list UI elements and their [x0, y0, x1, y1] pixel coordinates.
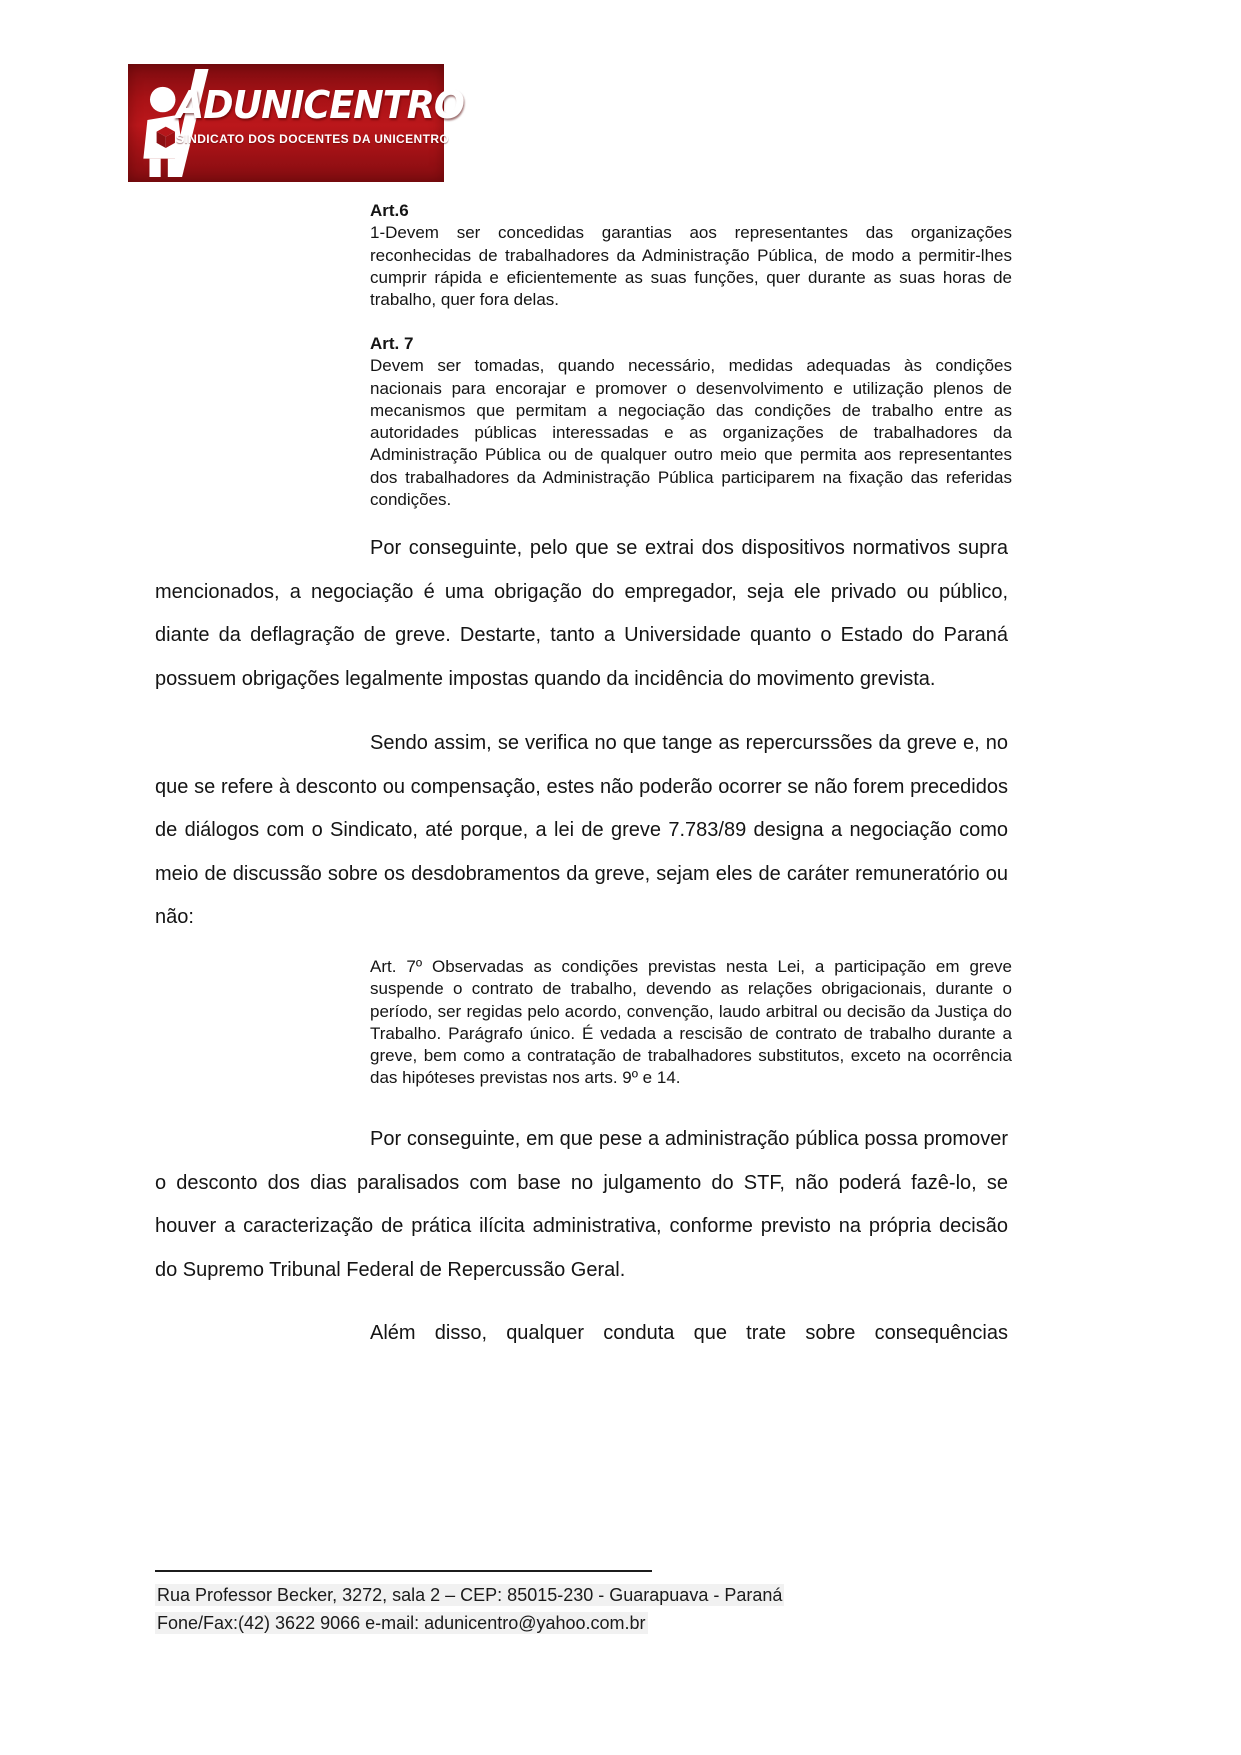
logo-title: ADUNICENTRO: [176, 83, 464, 127]
paragraph-por-conseguinte-2: Por conseguinte, em que pese a administração pública possa promover o desconto dos dias paralisados com base no julgamento do STF, não poderá fazê-lo, se houver a caracterização de prática ilícita administrativa, conforme previsto na própria decisão do Supremo Tribunal Federal de Repercussão Geral.: [155, 1128, 1008, 1281]
adunicentro-logo: [128, 64, 464, 182]
paragraph-sendo-assim: Sendo assim, se verifica no que tange as repercurssões da greve e, no que se refere à desconto ou compensação, estes não poderão ocorrer se não forem precedidos de diálogos com o Sindicato, até porque, a lei de greve 7.783/89 designa a negociação como meio de discussão sobre os desdobramentos da greve, sejam eles de caráter remuneratório ou não:: [155, 732, 1008, 929]
quote-block-art7: [370, 333, 1012, 511]
quote-body-art6: 1-Devem ser concedidas garantias aos representantes das organizações reconhecidas de trabalhadores da Administração Pública, de modo a permitir-lhes cumprir rápida e eficientemente as suas funções, quer durante as suas horas de trabalho, quer fora delas.: [370, 223, 1012, 310]
quote-body-art7-lei-greve: Art. 7º Observadas as condições previstas nesta Lei, a participação em greve suspende o contrato de trabalho, devendo as relações obrigacionais, durante o período, ser regidas pelo acordo, convenção, laudo arbitral ou decisão da Justiça do Trabalho. Parágrafo único. É vedada a rescisão de contrato de trabalho durante a greve, bem como a contratação de trabalhadores substitutos, exceto na ocorrência das hipóteses previstas nos arts. 9º e 14.: [370, 957, 1012, 1088]
quote-heading-art6: Art.6: [370, 201, 409, 220]
logo-subtitle: SINDICATO DOS DOCENTES DA UNICENTRO: [176, 131, 450, 146]
page-footer: [155, 1570, 1015, 1637]
quote-block-art7-lei-greve: [370, 956, 1012, 1090]
quote-body-art7: Devem ser tomadas, quando necessário, medidas adequadas às condições nacionais para encorajar e promover o desenvolvimento e utilização plenos de mecanismos que permitam a negociação das condições de trabalho entre as autoridades públicas interessadas e as organizações de trabalhadores da Administração Pública ou de qualquer outro meio que permita aos representantes dos trabalhadores da Administração Pública participarem na fixação das referidas condições.: [370, 356, 1012, 510]
footer-contact: Fone/Fax:(42) 3622 9066 e-mail: adunicentro@yahoo.com.br: [157, 1613, 646, 1633]
paragraph-por-conseguinte-1: Por conseguinte, pelo que se extrai dos dispositivos normativos supra mencionados, a negociação é uma obrigação do empregador, seja ele privado ou público, diante da deflagração de greve. Destarte, tanto a Universidade quanto o Estado do Paraná possuem obrigações legalmente impostas quando da incidência do movimento grevista.: [155, 537, 1008, 690]
paragraph-alem-disso: Além disso, qualquer conduta que trate sobre consequências: [370, 1322, 1008, 1344]
footer-divider: [155, 1570, 652, 1572]
quote-heading-art7: Art. 7: [370, 334, 414, 353]
footer-address: Rua Professor Becker, 3272, sala 2 – CEP: 85015-230 - Guarapuava - Paraná: [157, 1585, 783, 1605]
logo-text: [176, 83, 464, 146]
quote-block-art6: [370, 200, 1012, 311]
